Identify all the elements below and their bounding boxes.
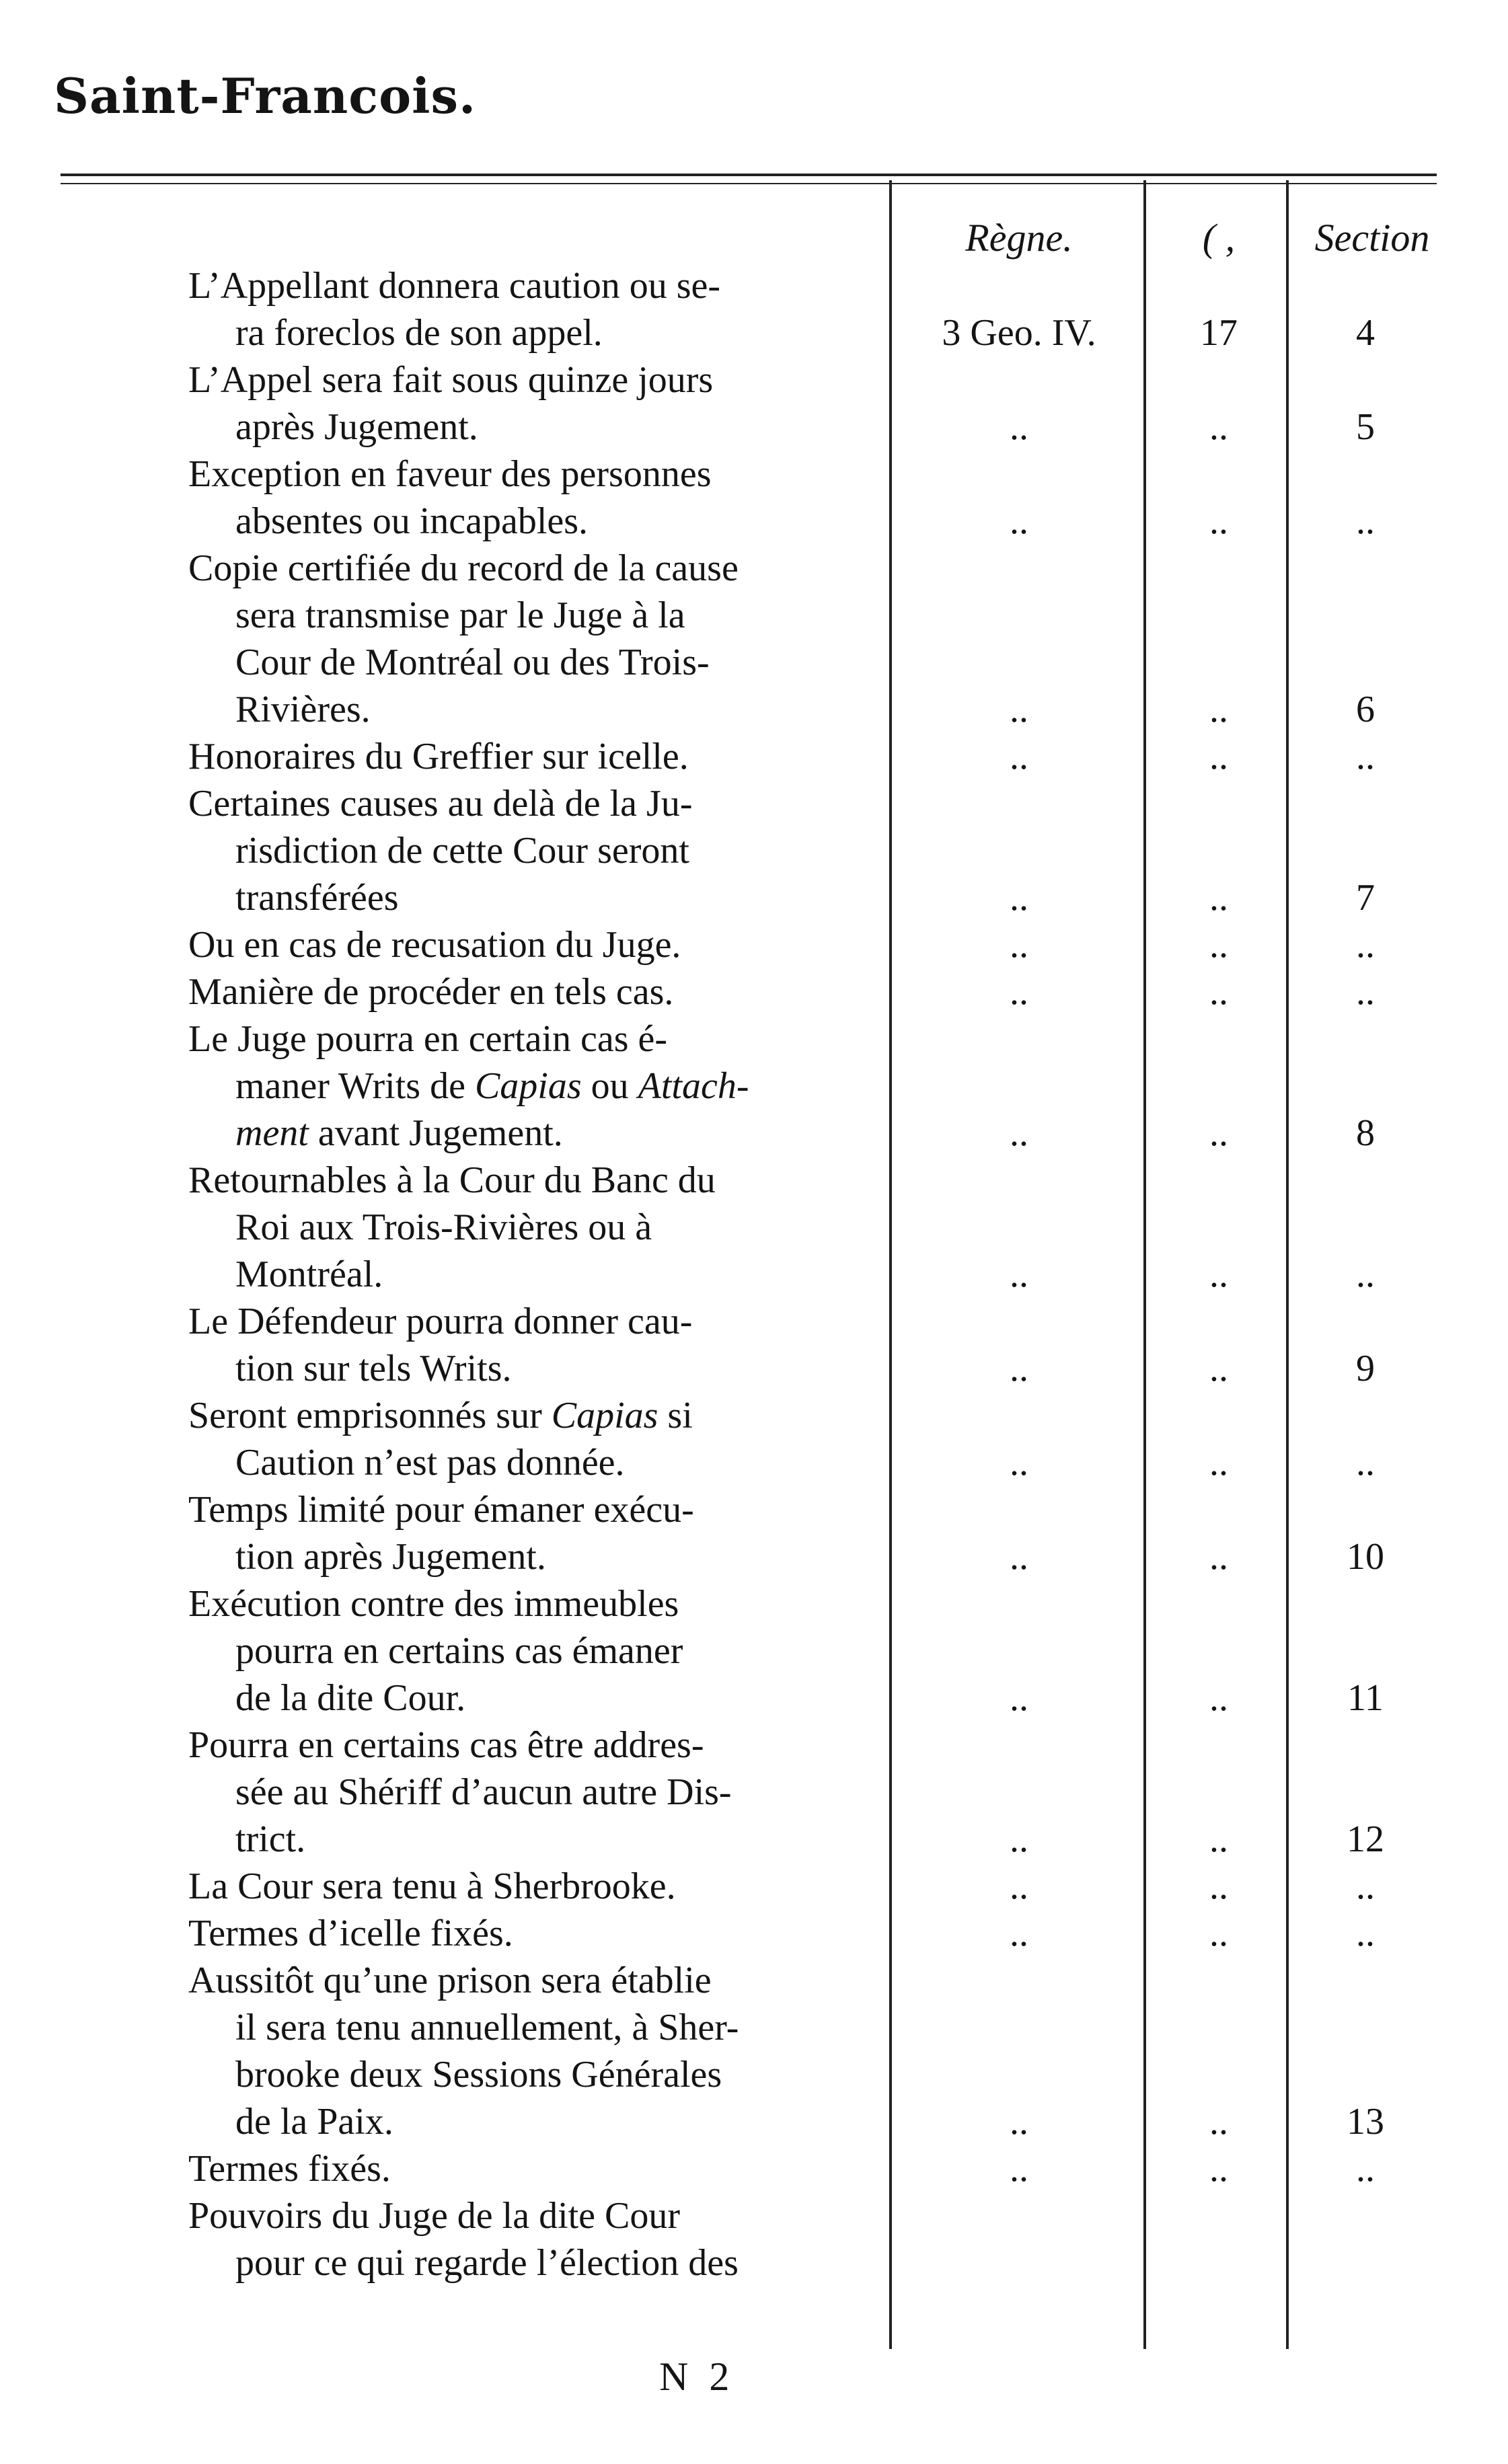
entry-line: tion après Jugement. (235, 1536, 546, 1578)
entry-text (188, 968, 935, 1015)
entry-line: Exception en faveur des personnes (188, 453, 712, 495)
regne-cell: .. (1010, 924, 1028, 966)
entry-text (188, 262, 935, 356)
entry-line: de la Paix. (235, 2101, 393, 2143)
header-rule (61, 174, 1437, 176)
table-row (0, 1910, 1508, 1957)
entry-text (188, 1580, 935, 1722)
entry-text (188, 1298, 935, 1392)
regne-cell: .. (1010, 971, 1028, 1013)
section-cell: .. (1356, 1442, 1375, 1484)
entry-line: pourra en certains cas émaner (235, 1630, 683, 1672)
chapitre-cell: 17 (1200, 312, 1238, 354)
entry-line: il sera tenu annuellement, à Sher- (235, 2007, 739, 2048)
entry-text (188, 921, 935, 968)
section-cell: .. (1356, 1913, 1375, 1954)
chapitre-cell: .. (1209, 971, 1228, 1013)
entry-text (188, 356, 935, 451)
entry-line: pour ce qui regarde l’élection des (235, 2242, 739, 2284)
chapitre-cell: .. (1209, 1112, 1228, 1154)
page-title: Saint-Francois. (54, 67, 477, 124)
chapitre-cell: .. (1209, 1254, 1228, 1295)
entry-line: ra foreclos de son appel. (235, 312, 603, 354)
entry-line: Exécution contre des immeubles (188, 1583, 679, 1625)
entry-line: sée au Shériff d’aucun autre Dis- (235, 1771, 732, 1813)
entry-line: sera transmise par le Juge à la (235, 594, 685, 636)
table-row (0, 1722, 1508, 1863)
table-row (0, 1486, 1508, 1580)
entry-text (188, 545, 935, 733)
entry-line: brooke deux Sessions Générales (235, 2054, 722, 2095)
regne-cell: .. (1010, 2148, 1028, 2190)
column-header-regne: Règne. (965, 216, 1073, 260)
section-cell: .. (1356, 736, 1375, 777)
entry-line: Caution n’est pas donnée. (235, 1442, 625, 1484)
table-row (0, 968, 1508, 1015)
entry-line: Temps limité pour émaner exécu- (188, 1489, 694, 1531)
section-cell: .. (1356, 971, 1375, 1013)
entry-line: Seront emprisonnés sur Capias si (188, 1395, 693, 1436)
table-row (0, 1015, 1508, 1157)
entry-text (188, 1722, 935, 1863)
entry-line: transférées (235, 877, 399, 919)
entry-text (188, 1157, 935, 1298)
chapitre-cell: .. (1209, 2148, 1228, 2190)
table-row (0, 921, 1508, 968)
entry-line: Honoraires du Greffier sur icelle. (188, 736, 689, 777)
entry-text (188, 451, 935, 545)
regne-cell: .. (1010, 1536, 1028, 1578)
entry-line: après Jugement. (235, 406, 478, 448)
chapitre-cell: .. (1209, 1818, 1228, 1860)
chapitre-cell: .. (1209, 1348, 1228, 1389)
entry-text (188, 1015, 935, 1157)
section-cell: .. (1356, 2148, 1375, 2190)
header-rule-thin (61, 183, 1437, 184)
entry-text (188, 1392, 935, 1486)
chapitre-cell: .. (1209, 500, 1228, 542)
entry-text (188, 1863, 935, 1910)
entry-text (188, 1910, 935, 1957)
regne-cell: .. (1010, 1112, 1028, 1154)
regne-cell: .. (1010, 1348, 1028, 1389)
entry-text (188, 1957, 935, 2145)
section-cell: .. (1356, 1254, 1375, 1295)
entry-line: ment avant Jugement. (235, 1112, 563, 1154)
regne-cell: .. (1010, 736, 1028, 777)
chapitre-cell: .. (1209, 924, 1228, 966)
section-cell: .. (1356, 924, 1375, 966)
entry-line: Roi aux Trois-Rivières ou à (235, 1206, 652, 1248)
chapitre-cell: .. (1209, 1865, 1228, 1907)
chapitre-cell: .. (1209, 736, 1228, 777)
entry-line: Copie certifiée du record de la cause (188, 547, 739, 589)
column-header-chapitre: ( , (1202, 216, 1236, 260)
chapitre-cell: .. (1209, 1913, 1228, 1954)
table-row (0, 545, 1508, 733)
table-row (0, 2192, 1508, 2286)
entry-line: Cour de Montréal ou des Trois- (235, 642, 710, 683)
entry-line: maner Writs de Capias ou Attach- (235, 1065, 749, 1107)
table-row (0, 1580, 1508, 1722)
entry-line: Le Juge pourra en certain cas é- (188, 1018, 668, 1060)
entry-line: risdiction de cette Cour seront (235, 830, 689, 872)
entry-line: La Cour sera tenu à Sherbrooke. (188, 1865, 676, 1907)
entry-text (188, 733, 935, 780)
section-cell: 8 (1356, 1112, 1375, 1154)
regne-cell: .. (1010, 1442, 1028, 1484)
entry-line: tion sur tels Writs. (235, 1348, 512, 1389)
entry-line: Le Défendeur pourra donner cau- (188, 1301, 693, 1342)
regne-cell: .. (1010, 1865, 1028, 1907)
regne-cell: .. (1010, 689, 1028, 730)
entry-line: Termes fixés. (188, 2148, 391, 2190)
chapitre-cell: .. (1209, 2101, 1228, 2143)
table-row (0, 262, 1508, 356)
entry-line: L’Appellant donnera caution ou se- (188, 265, 721, 307)
entry-line: L’Appel sera fait sous quinze jours (188, 359, 714, 401)
regne-cell: 3 Geo. IV. (942, 312, 1096, 354)
section-cell: .. (1356, 1865, 1375, 1907)
table-row (0, 2145, 1508, 2192)
section-cell: 11 (1347, 1677, 1384, 1719)
section-cell: 9 (1356, 1348, 1375, 1389)
table-row (0, 1957, 1508, 2145)
chapitre-cell: .. (1209, 1677, 1228, 1719)
table-row (0, 1863, 1508, 1910)
entry-text (188, 1486, 935, 1580)
section-cell: 5 (1356, 406, 1375, 448)
entry-line: Pouvoirs du Juge de la dite Cour (188, 2195, 681, 2237)
chapitre-cell: .. (1209, 1442, 1228, 1484)
entry-line: Manière de procéder en tels cas. (188, 971, 674, 1013)
section-cell: 7 (1356, 877, 1375, 919)
section-cell: 4 (1356, 312, 1375, 354)
entry-line: Rivières. (235, 689, 371, 730)
regne-cell: .. (1010, 877, 1028, 919)
entry-line: Montréal. (235, 1254, 383, 1295)
section-cell: 10 (1347, 1536, 1384, 1578)
chapitre-cell: .. (1209, 1536, 1228, 1578)
signature-mark: N 2 (659, 2354, 735, 2399)
section-cell: 12 (1347, 1818, 1384, 1860)
table-row (0, 1157, 1508, 1298)
section-cell: .. (1356, 500, 1375, 542)
entry-line: Pourra en certains cas être addres- (188, 1724, 704, 1766)
regne-cell: .. (1010, 1254, 1028, 1295)
table-row (0, 733, 1508, 780)
entry-line: Ou en cas de recusation du Juge. (188, 924, 681, 966)
entry-line: Termes d’icelle fixés. (188, 1913, 513, 1954)
table-row (0, 780, 1508, 921)
column-header-section: Section (1314, 216, 1430, 260)
table-row (0, 451, 1508, 545)
entry-line: absentes ou incapables. (235, 500, 589, 542)
table-row (0, 1298, 1508, 1392)
regne-cell: .. (1010, 2101, 1028, 2143)
table-row (0, 1392, 1508, 1486)
entry-line: Certaines causes au delà de la Ju- (188, 783, 693, 824)
chapitre-cell: .. (1209, 689, 1228, 730)
entry-line: trict. (235, 1818, 306, 1860)
entry-text (188, 2192, 935, 2286)
entry-line: Retournables à la Cour du Banc du (188, 1159, 716, 1201)
entry-line: Aussitôt qu’une prison sera établie (188, 1960, 712, 2001)
entry-text (188, 2145, 935, 2192)
regne-cell: .. (1010, 500, 1028, 542)
chapitre-cell: .. (1209, 877, 1228, 919)
entry-text (188, 780, 935, 921)
chapitre-cell: .. (1209, 406, 1228, 448)
table-row (0, 356, 1508, 451)
regne-cell: .. (1010, 1913, 1028, 1954)
regne-cell: .. (1010, 1677, 1028, 1719)
section-cell: 6 (1356, 689, 1375, 730)
entry-line: de la dite Cour. (235, 1677, 466, 1719)
section-cell: 13 (1347, 2101, 1384, 2143)
regne-cell: .. (1010, 406, 1028, 448)
regne-cell: .. (1010, 1818, 1028, 1860)
